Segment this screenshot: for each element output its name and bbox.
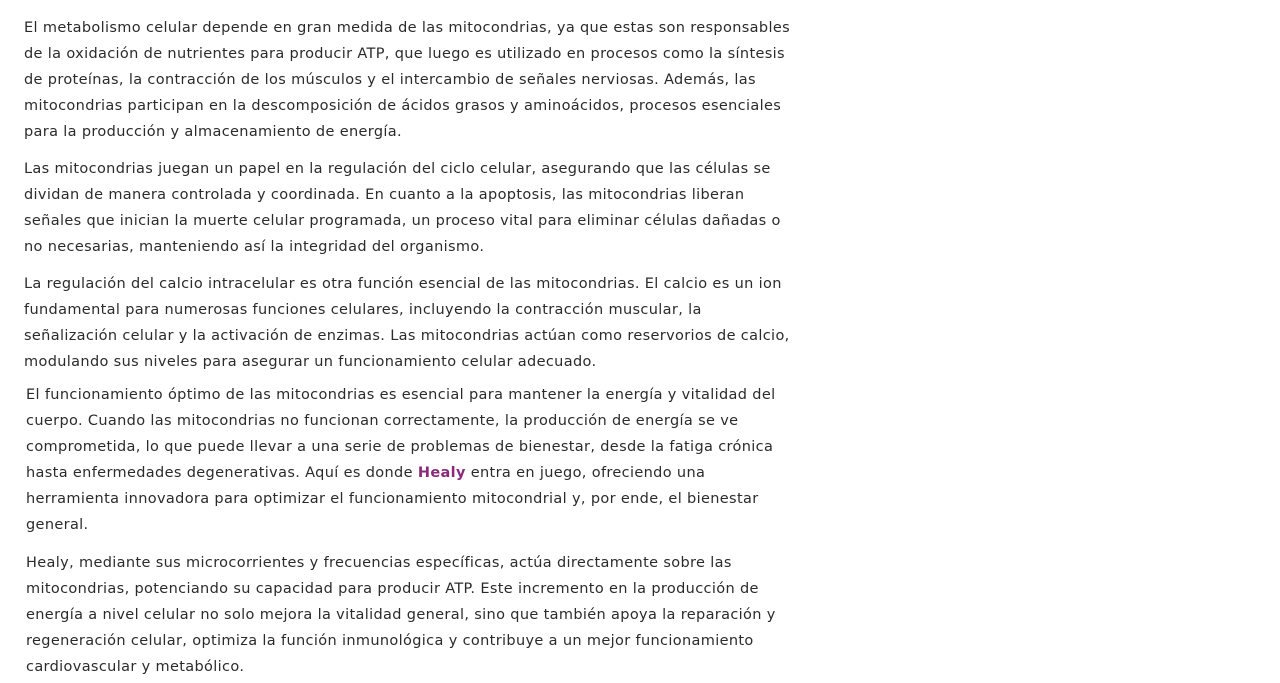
paragraph-healy-atp: Healy, mediante sus microcorrientes y frecuencias específicas, actúa directamente sobre las mitocondrias, potenciando su capacidad para producir ATP. Este incremento en la producción de energía a nivel celular no solo mejora la vitalidad general, sino que también apoya la reparación y regeneración celular, optimiza la función inmunológica y contribuye a un mejor funcionamiento cardiovascular y metabólico.	[26, 555, 776, 675]
paragraph-calcium: La regulación del calcio intracelular es otra función esencial de las mitocondrias. El calcio es un ion fundamental para numerosas funciones celulares, incluyendo la contracción muscular, la señalización celular y la activación de enzimas. Las mitocondrias actúan como reservorios de calcio, modulando sus niveles para asegurar un funcionamiento celular adecuado.	[24, 276, 790, 370]
healy-brand-link[interactable]: Healy	[417, 465, 466, 481]
paragraph-healy-intro	[26, 382, 778, 538]
paragraph-healy-intro-after: entra en juego, ofreciendo una herramienta innovadora para optimizar el funcionamiento mitocondrial y, por ende, el bienestar general.	[26, 465, 759, 533]
article-body	[24, 15, 794, 680]
paragraph-cell-cycle: Las mitocondrias juegan un papel en la regulación del ciclo celular, asegurando que las células se dividan de manera controlada y coordinada. En cuanto a la apoptosis, las mitocondrias liberan señales que inician la muerte celular programada, un proceso vital para eliminar células dañadas o no necesarias, manteniendo así la integridad del organismo.	[24, 161, 781, 255]
paragraph-healy-intro-before: El funcionamiento óptimo de las mitocondrias es esencial para mantener la energía y vitalidad del cuerpo. Cuando las mitocondrias no funcionan correctamente, la producción de energía se ve comprometida, lo que puede llevar a una serie de problemas de bienestar, desde la fatiga crónica hasta enfermedades degenerativas. Aquí es donde	[26, 387, 776, 481]
paragraph-metabolism: El metabolismo celular depende en gran medida de las mitocondrias, ya que estas son responsables de la oxidación de nutrientes para producir ATP, que luego es utilizado en procesos como la síntesis de proteínas, la contracción de los músculos y el intercambio de señales nerviosas. Además, las mitocondrias participan en la descomposición de ácidos grasos y aminoácidos, procesos esenciales para la producción y almacenamiento de energía.	[24, 20, 790, 140]
